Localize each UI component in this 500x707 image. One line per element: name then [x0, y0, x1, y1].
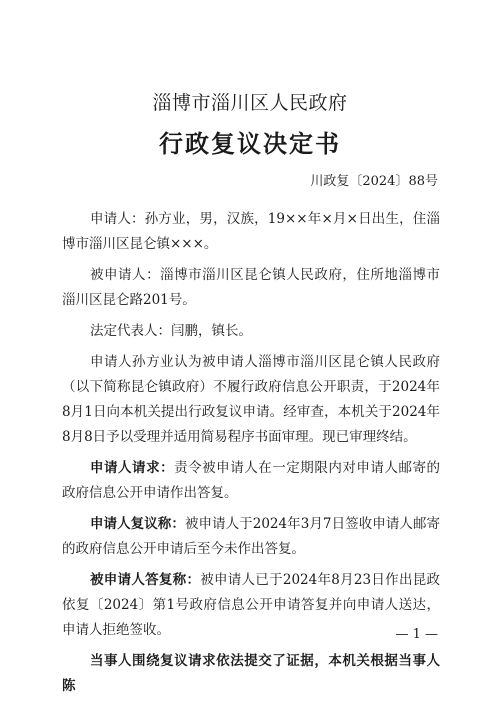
- applicant-argument-label: 申请人复议称：: [90, 516, 185, 532]
- respondent-reply-text: 被申请人已于2024年8月23日作出昆政依复〔2024〕第1号政府信息公开申请答复并向申请人送达，申请人拒绝签收。: [62, 572, 440, 638]
- document-body: [62, 207, 440, 699]
- applicant-argument: [62, 512, 440, 562]
- case-introduction: 申请人孙方业认为被申请人淄博市淄川区昆仑镇人民政府（以下简称昆仑镇政府）不履行政府信息公开职责，于2024年8月1日向本机关提出行政复议申请。经审查，本机关于2024年8月8日予以受理并适用简易程序书面审理。现已审理终结。: [62, 354, 440, 445]
- document-number: 川政复〔2024〕88号: [310, 174, 438, 189]
- document-title: 行政复议决定书: [159, 129, 341, 158]
- legal-representative: 法定代表人：闫鹏，镇长。: [90, 323, 252, 339]
- issuing-authority: 淄博市淄川区人民政府: [152, 92, 348, 114]
- applicant-request-text: 责令被申请人在一定期限内对申请人邮寄的政府信息公开申请作出答复。: [62, 460, 440, 501]
- page-number: — 1 —: [395, 627, 438, 642]
- closing-line: 当事人围绕复议请求依法提交了证据，本机关根据当事人陈: [62, 653, 440, 694]
- applicant-argument-text: 被申请人于2024年3月7日签收申请人邮寄的政府信息公开申请后至今未作出答复。: [62, 516, 441, 557]
- applicant-request: [62, 456, 440, 506]
- respondent-reply-label: 被申请人答复称：: [90, 572, 201, 588]
- respondent-info: 被申请人：淄博市淄川区昆仑镇人民政府，住所地淄博市淄川区昆仑路201号。: [62, 267, 440, 308]
- applicant-info: 申请人：孙方业，男，汉族，19××年×月×日出生，住淄博市淄川区昆仑镇×××。: [62, 211, 440, 252]
- applicant-request-label: 申请人请求：: [90, 460, 175, 476]
- respondent-reply: [62, 568, 440, 643]
